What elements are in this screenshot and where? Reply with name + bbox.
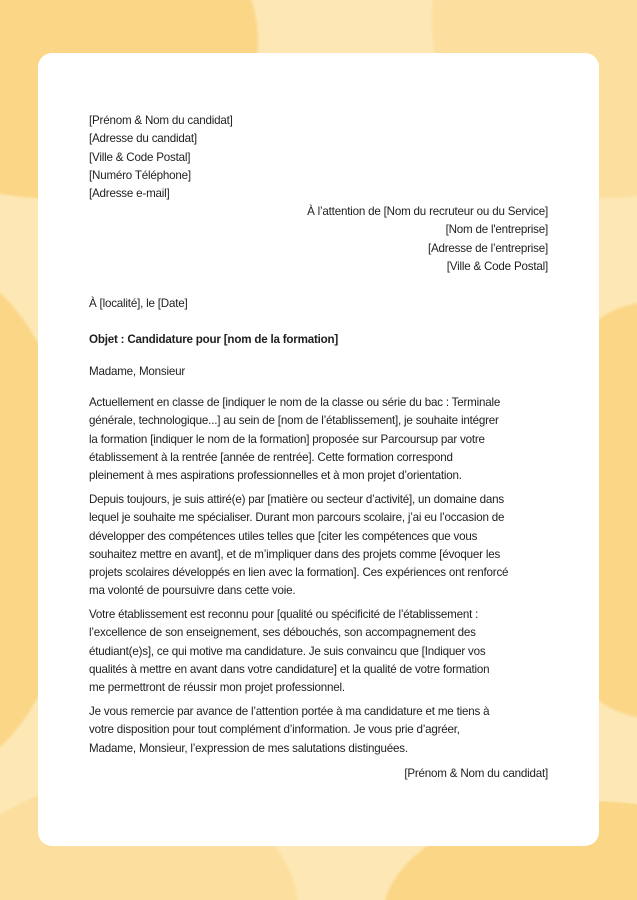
paragraph-line: développer des compétences utiles telles que [citer les compétences que vous (89, 529, 478, 543)
paragraph-line: pleinement à mes aspirations professionnelles et à mon projet d’orientation. (89, 469, 462, 483)
place-date: À [localité], le [Date] (89, 297, 188, 310)
paragraph-line: Madame, Monsieur, l’expression de mes salutations distinguées. (89, 741, 408, 755)
recipient-line: [Adresse de l’entreprise] (427, 241, 548, 255)
recipient-line: À l’attention de [Nom du recruteur ou du Service] (307, 205, 548, 218)
letter-page (38, 53, 599, 846)
paragraph-line: la formation [indiquer le nom de la formation] proposée sur Parcoursup par votre (89, 432, 485, 446)
paragraph (89, 491, 548, 601)
paragraph (89, 606, 548, 697)
paragraph-line: ma volonté de poursuivre dans cette voie. (89, 584, 296, 598)
paragraph-line: lequel je souhaite me spécialiser. Durant mon parcours scolaire, j’ai eu l’occasion de (89, 511, 505, 525)
paragraph-line: Actuellement en classe de [indiquer le nom de la classe ou série du bac : Terminale (89, 396, 501, 409)
paragraph-line: l’excellence de son enseignement, ses débouchés, son accompagnement des (89, 626, 476, 640)
sender-line: [Prénom & Nom du candidat] (89, 114, 233, 127)
subject-line: Objet : Candidature pour [nom de la formation] (89, 333, 339, 346)
paragraph-line: établissement à la rentrée [année de rentrée]. Cette formation correspond (89, 450, 453, 464)
salutation: Madame, Monsieur (89, 365, 186, 378)
paragraph-line: me permettront de réussir mon projet professionnel. (89, 681, 345, 695)
paragraph-line: étudiant(e)s], ce qui motive ma candidature. Je suis convaincu que [Indiquer vos (89, 644, 486, 658)
sender-line: [Numéro Téléphone] (89, 168, 191, 182)
paragraph-line: projets scolaires développés en lien avec la formation]. Ces expériences ont renforcé (89, 566, 509, 580)
paragraph-line: Je vous remercie par avance de l’attention portée à ma candidature et me tiens à (89, 705, 490, 718)
recipient-block (89, 203, 548, 276)
paragraph-line: Depuis toujours, je suis attiré(e) par [matière ou secteur d’activité], un domaine dans (89, 493, 505, 506)
paragraph (89, 394, 548, 485)
paragraph-line: votre disposition pour tout complément d’information. Je vous prie d’agréer, (89, 723, 460, 737)
sender-line: [Adresse du candidat] (89, 132, 197, 146)
paragraph-line: qualités à mettre en avant dans votre candidature] et la qualité de votre formation (89, 662, 490, 676)
paragraph-line: souhaitez mettre en avant], et de m’impliquer dans des projets comme [évoquer les (89, 547, 501, 561)
recipient-line: [Nom de l'entreprise] (445, 223, 548, 237)
paragraph (89, 703, 548, 758)
recipient-line: [Ville & Code Postal] (446, 259, 548, 273)
sender-block (89, 112, 548, 203)
paragraph-line: Votre établissement est reconnu pour [qualité ou spécificité de l’établissement : (89, 608, 479, 621)
paragraph-line: générale, technologique...] au sein de [nom de l’établissement], je souhaite intégrer (89, 414, 499, 428)
sender-line: [Adresse e-mail] (89, 187, 170, 201)
sender-line: [Ville & Code Postal] (89, 150, 191, 164)
signature: [Prénom & Nom du candidat] (404, 767, 548, 780)
